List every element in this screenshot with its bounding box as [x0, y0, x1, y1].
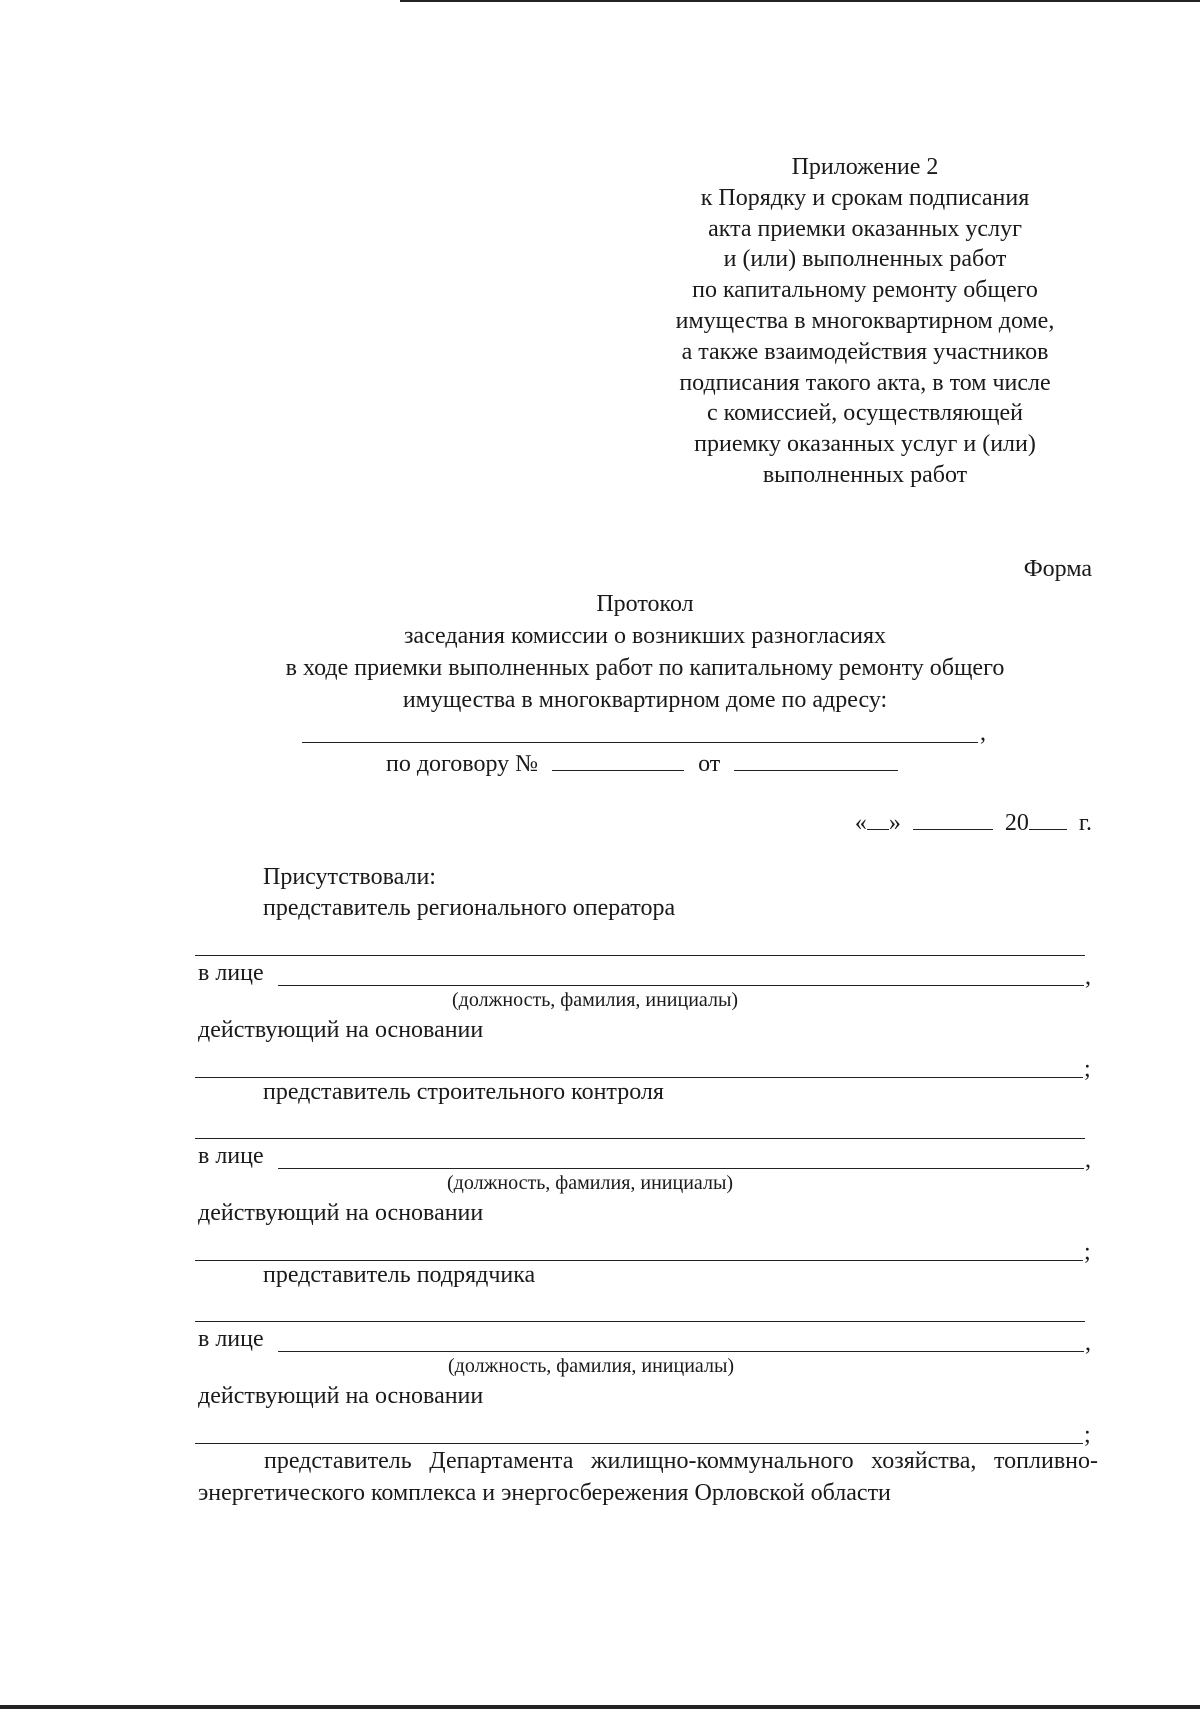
title-line: заседания комиссии о возникших разногласиях: [403, 623, 887, 649]
date-open-quote: «: [854, 810, 867, 836]
year-suffix: г.: [1078, 810, 1092, 836]
attendance-heading: Присутствовали:: [263, 864, 436, 890]
appendix-line: по капитальному ремонту общего: [692, 277, 1038, 304]
date-close-quote: »: [888, 810, 901, 836]
bottom-border: [0, 1705, 1200, 1709]
appendix-line: приемку оказанных услуг и (или): [694, 431, 1036, 458]
position-caption: (должность, фамилия, инициалы): [447, 1172, 734, 1194]
appendix-line: выполненных работ: [762, 461, 968, 488]
comma: ,: [1085, 1330, 1091, 1356]
in-person-label: в лице: [198, 960, 264, 986]
address-comma: ,: [980, 720, 986, 746]
acting-basis-label: действующий на основании: [198, 1017, 484, 1043]
department-paragraph: представитель Департамента жилищно-коммунального хозяйства, топливно-энергетического комплекса и энергосбережения Орловской области: [198, 1448, 1098, 1506]
title-line: имущества в многоквартирном доме по адресу:: [402, 687, 888, 713]
acting-basis-label: действующий на основании: [198, 1200, 484, 1226]
comma: ,: [1085, 964, 1091, 990]
contractor-basis-field[interactable]: [195, 1443, 1083, 1444]
contract-prefix: по договору №: [386, 751, 539, 777]
appendix-line: и (или) выполненных работ: [723, 246, 1007, 273]
in-person-label: в лице: [198, 1326, 264, 1352]
address-field[interactable]: [302, 728, 978, 743]
regional-operator-label: представитель регионального оператора: [263, 895, 676, 921]
contractor-field[interactable]: [195, 1321, 1085, 1322]
construction-control-label: представитель строительного контроля: [263, 1079, 664, 1105]
semicolon: ;: [1084, 1422, 1091, 1448]
position-caption: (должность, фамилия, инициалы): [448, 1355, 735, 1377]
appendix-line: к Порядку и срокам подписания: [700, 184, 1030, 211]
in-person-label: в лице: [198, 1143, 264, 1169]
appendix-line: имущества в многоквартирном доме,: [675, 307, 1055, 334]
appendix-header: [620, 152, 1110, 491]
regional-operator-person-field[interactable]: [278, 985, 1084, 986]
day-field[interactable]: [867, 807, 889, 830]
appendix-line: с комиссией, осуществляющей: [706, 400, 1024, 427]
month-field[interactable]: [913, 807, 993, 830]
title-line: Протокол: [596, 591, 694, 617]
construction-control-field[interactable]: [195, 1138, 1085, 1139]
protocol-title: [200, 588, 1090, 716]
semicolon: ;: [1084, 1239, 1091, 1265]
form-label: Форма: [1023, 556, 1092, 582]
construction-control-person-field[interactable]: [278, 1168, 1084, 1169]
title-line: в ходе приемки выполненных работ по капитальному ремонту общего: [285, 655, 1005, 681]
year-field[interactable]: [1029, 807, 1067, 830]
comma: ,: [1085, 1147, 1091, 1173]
contract-date-field[interactable]: [734, 748, 898, 771]
contract-from-label: от: [698, 751, 721, 777]
contract-number-field[interactable]: [552, 748, 684, 771]
appendix-line: подписания такого акта, в том числе: [679, 369, 1051, 396]
contractor-person-field[interactable]: [278, 1351, 1084, 1352]
top-border: [400, 0, 1200, 2]
contractor-label: представитель подрядчика: [263, 1262, 536, 1288]
year-prefix: 20: [1004, 810, 1029, 836]
acting-basis-label: действующий на основании: [198, 1383, 484, 1409]
regional-operator-basis-field[interactable]: [195, 1077, 1083, 1078]
appendix-line: Приложение 2: [791, 154, 939, 180]
regional-operator-field[interactable]: [195, 955, 1085, 956]
contract-row: [386, 748, 898, 778]
semicolon: ;: [1084, 1056, 1091, 1082]
appendix-line: а также взаимодействия участников: [681, 338, 1049, 365]
date-row: [855, 807, 1092, 837]
appendix-line: акта приемки оказанных услуг: [708, 215, 1022, 242]
construction-control-basis-field[interactable]: [195, 1260, 1083, 1261]
position-caption: (должность, фамилия, инициалы): [452, 989, 739, 1011]
